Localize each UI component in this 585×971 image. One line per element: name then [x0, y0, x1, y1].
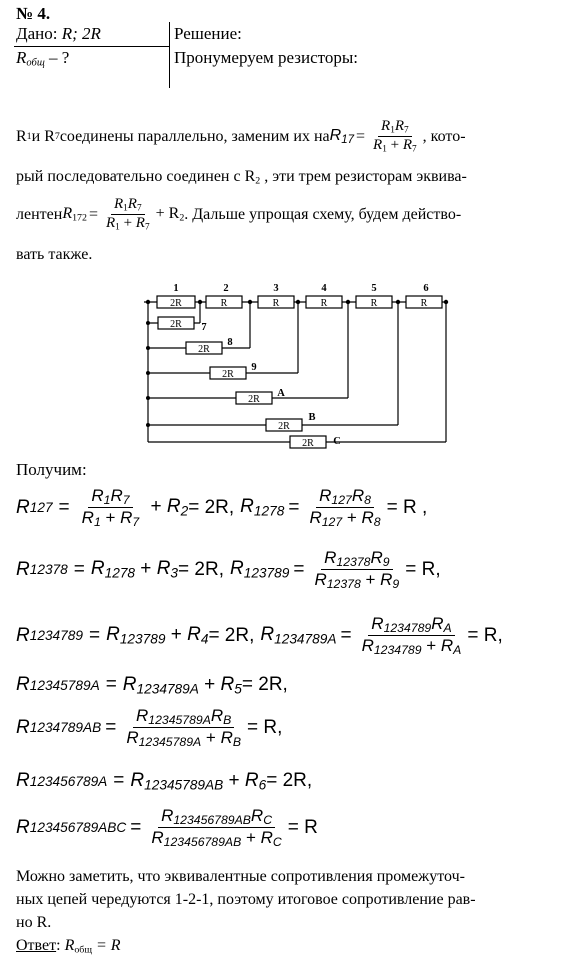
given	[16, 24, 101, 44]
para1-line2: рый последовательно соединен с $R_2$ , эти трем резисторам эквива-	[16, 168, 467, 187]
r2-number: 2	[223, 283, 229, 294]
frac-r17: $\frac{R_1R_7}{R_1 + R_7}$	[373, 118, 417, 155]
header-divider	[169, 22, 170, 88]
r5-label: R	[370, 298, 378, 309]
equation-7: R 123456789ABC = $\frac{R_{123456789AB}R_C}{R_{123456789AB} + R_C}$ = R	[16, 806, 318, 850]
r4-label: R	[320, 298, 328, 309]
find	[16, 48, 69, 69]
rc-tag: C	[333, 436, 341, 447]
r9-tag: 9	[251, 362, 257, 373]
para1-line4: вать также.	[16, 246, 93, 263]
equation-6: R 123456789A = $R_{12345789AB} + R_6$ = 2R,	[16, 770, 313, 793]
equation-1: R 127 = $\frac{R_1R_7}{R_1 + R_7}$ + $R_2$ = 2R, $R_{1278}$ = $\frac{R_{127}R_8}{R_{127} + R_8}$ = R ,	[16, 486, 428, 530]
equation-3: R 1234789 = $R_{123789} + R_4$ = 2R, $R_{1234789A}$ = $\frac{R_{1234789}R_A}{R_{1234789} + R_A}$ = R,	[16, 614, 503, 658]
answer: Ответ: $R_{общ} = R$	[16, 937, 121, 956]
r6-label: R	[420, 298, 428, 309]
solution-intro: Пронумеруем резисторы:	[174, 48, 359, 67]
r8-label: 2R	[198, 344, 210, 355]
conclusion-line1: Можно заметить, что эквивалентные сопротивления промежуточ-	[16, 868, 465, 885]
rc-label: 2R	[302, 438, 314, 449]
rb-tag: B	[308, 412, 316, 423]
solution-label: Решение:	[174, 24, 242, 43]
equation-2: R 12378 = $R_{1278} + R_3$ = 2R, $R_{123789}$ = $\frac{R_{12378}R_9}{R_{12378} + R_9}$ = R,	[16, 548, 441, 592]
ra-tag: A	[277, 388, 285, 399]
para1-line1: R 1 и R 7 соединены параллельно, заменим их на $R_{17}$ = $\frac{R_1R_7}{R_1 + R_7}$ , кото-	[16, 118, 466, 155]
r8-tag: 8	[227, 337, 233, 348]
given-label: Дано:	[16, 24, 62, 43]
r5-number: 5	[371, 283, 377, 294]
r7-tag: 7	[201, 322, 207, 333]
given-values: R; 2R	[61, 24, 101, 43]
r7-label: 2R	[170, 319, 182, 330]
find-sub: общ	[26, 57, 45, 69]
r1-number: 1	[173, 283, 179, 294]
r3-label: R	[272, 298, 280, 309]
equation-5: R 1234789AB = $\frac{R_{12345789A}R_B}{R_{12345789A} + R_B}$ = R,	[16, 706, 283, 750]
rb-label: 2R	[278, 421, 290, 432]
para1-line3: лентен $R_{172}$ = $\frac{R_1R_7}{R_1 + R_7}$ + $R_2$ . Дальше упрощая схему, будем действо-	[16, 196, 462, 233]
r4-number: 4	[321, 283, 327, 294]
r6-number: 6	[423, 283, 429, 294]
r9-label: 2R	[222, 369, 234, 380]
result-label: Получим:	[16, 460, 87, 479]
given-underline	[14, 46, 169, 47]
circuit-diagram	[130, 280, 460, 460]
ra-label: 2R	[248, 394, 260, 405]
equation-4: R 12345789A = $R_{1234789A} + R_5$ = 2R,	[16, 674, 288, 697]
problem-number: № 4.	[16, 4, 51, 23]
r2-label: R	[220, 298, 228, 309]
answer-label: Ответ	[16, 937, 57, 954]
find-r: R	[16, 48, 27, 67]
find-question: – ?	[44, 48, 70, 67]
r1-label: 2R	[170, 298, 182, 309]
conclusion-line3: но R.	[16, 914, 52, 931]
r3-number: 3	[273, 283, 279, 294]
conclusion-line2: ных цепей чередуются 1-2-1, поэтому итоговое сопротивление рав-	[16, 891, 476, 908]
